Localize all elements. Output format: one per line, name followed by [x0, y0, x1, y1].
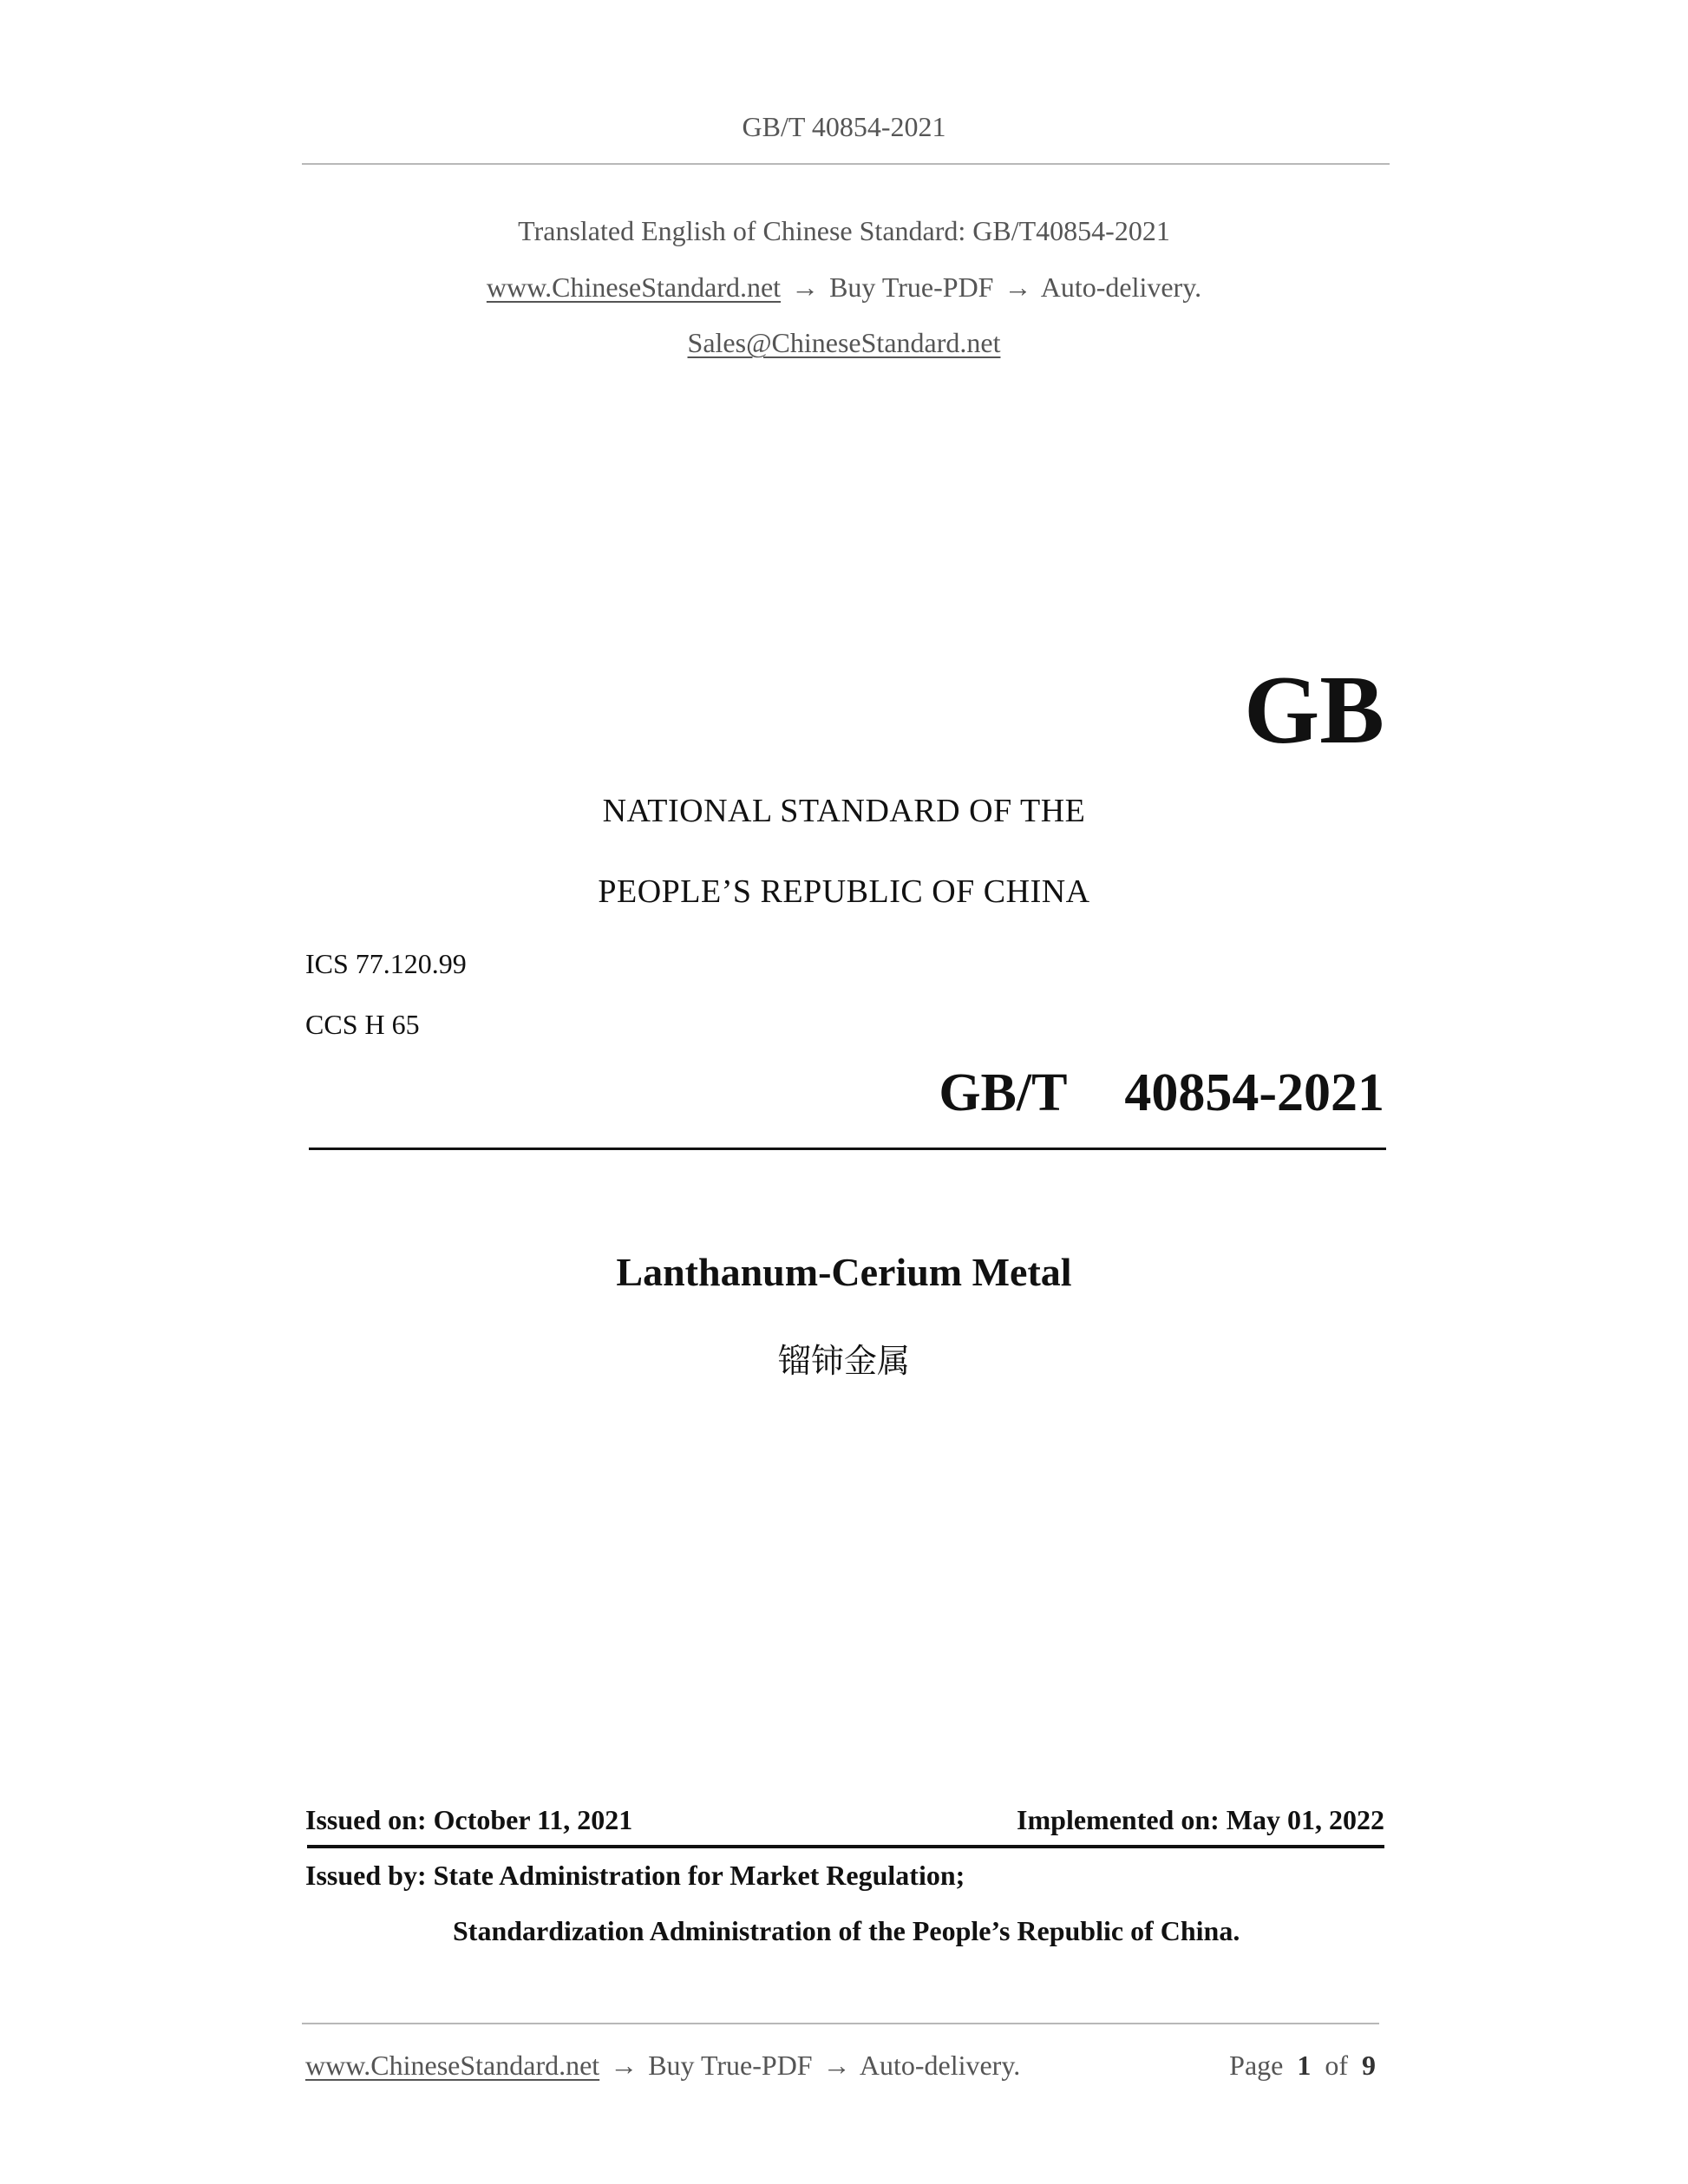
running-header: GB/T 40854-2021 [742, 111, 946, 142]
ccs-code: CCS H 65 [305, 1009, 420, 1040]
title-english: Lanthanum-Cerium Metal [616, 1250, 1072, 1294]
page-of: of [1325, 2050, 1348, 2081]
page-indicator [1229, 2050, 1376, 2082]
site-link[interactable]: www.ChineseStandard.net [486, 271, 782, 303]
arrow-right-icon: → [791, 271, 820, 303]
issuance-divider [307, 1845, 1384, 1848]
national-standard-line-2: PEOPLE’S REPUBLIC OF CHINA [598, 873, 1090, 910]
page-label: Page [1229, 2050, 1284, 2081]
issued-by: Issued by: State Administration for Market Regulation; [305, 1860, 965, 1891]
implemented-on: Implemented on: May 01, 2022 [1017, 1804, 1384, 1835]
sales-email-link[interactable]: Sales@ChineseStandard.net [687, 327, 1001, 358]
promo-line [0, 271, 1688, 304]
title-chinese: 镏铈金属 [777, 1342, 910, 1380]
buy-true-pdf-text: Buy True-PDF [829, 271, 994, 303]
issued-on: Issued on: October 11, 2021 [305, 1804, 633, 1835]
header-divider [302, 163, 1390, 165]
gb-logo: GB [1244, 657, 1384, 764]
footer-divider [302, 2023, 1379, 2024]
page-current: 1 [1297, 2050, 1312, 2081]
ics-code: ICS 77.120.99 [305, 948, 467, 979]
sales-line [0, 327, 1688, 359]
arrow-right-icon: → [822, 2050, 851, 2081]
issued-by-continued: Standardization Administration of the People’s Republic of China. [453, 1915, 1240, 1946]
arrow-right-icon: → [1004, 271, 1032, 303]
national-standard-line-1: NATIONAL STANDARD OF THE [602, 793, 1086, 829]
auto-delivery-text: Auto-delivery. [1040, 271, 1202, 303]
arrow-right-icon: → [610, 2050, 638, 2081]
footer-promo [305, 2050, 1020, 2082]
standard-number: GB/T 40854-2021 [939, 1063, 1384, 1122]
translated-line: Translated English of Chinese Standard: GB/T40854-2021 [518, 215, 1170, 246]
footer-buy-text: Buy True-PDF [648, 2050, 813, 2081]
footer-delivery-text: Auto-delivery. [859, 2050, 1021, 2081]
footer-site-link[interactable]: www.ChineseStandard.net [305, 2050, 600, 2081]
page-total: 9 [1362, 2050, 1376, 2081]
standard-number-divider [309, 1148, 1386, 1150]
